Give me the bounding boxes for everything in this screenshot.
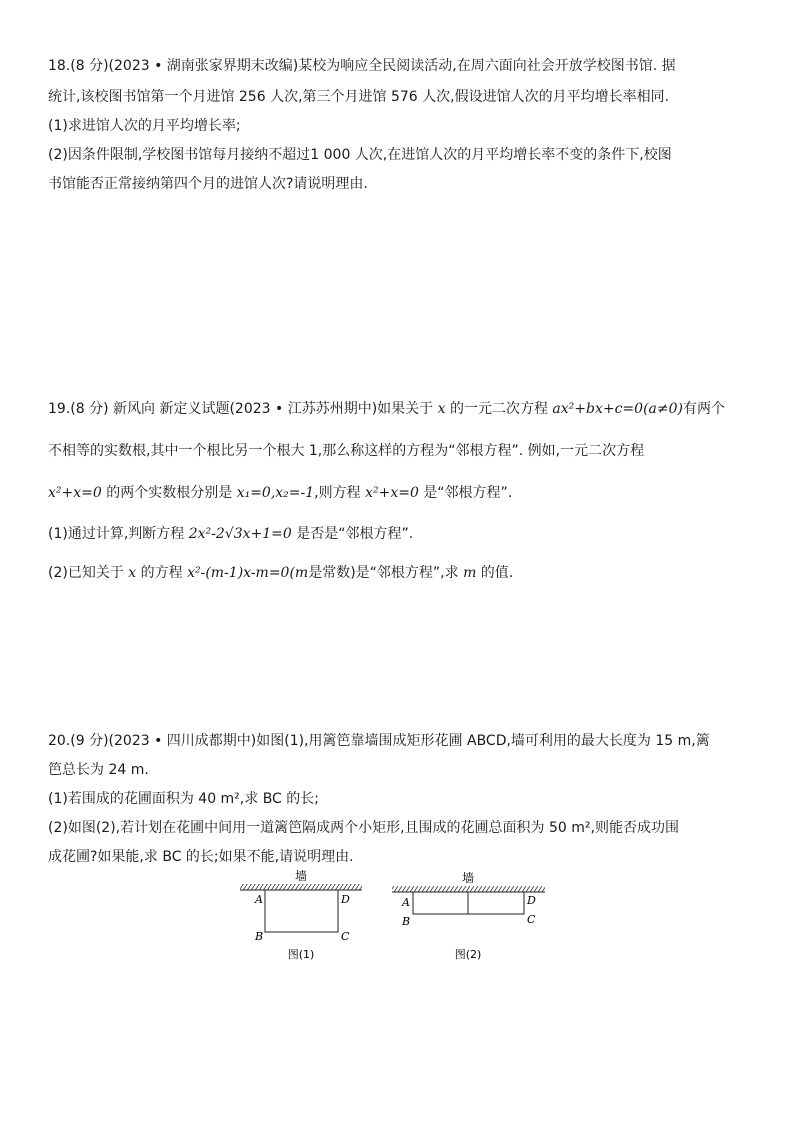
q20-line-1: 20.(9 分)(2023 • 四川成都期中)如图(1),用篱笆靠墙围成矩形花圃 ABCD,墙可利用的最大长度为 15 m,篱 — [48, 733, 710, 749]
q20-line-3: (1)若围成的花圃面积为 40 m²,求 BC 的长; — [48, 791, 319, 807]
q19-line-4-suffix: 是否是“邻根方程”. — [291, 526, 414, 542]
fig2-wall-hatch — [392, 886, 545, 892]
fig2-caption: 图(2) — [454, 948, 482, 961]
fig1-label-d: D — [341, 893, 350, 906]
q19-line-1-prefix: 19.(8 分) 新风向 新定义试题(2023 • 江苏苏州期中)如果关于 — [48, 401, 438, 417]
fig2-label-b: B — [402, 915, 411, 928]
fig1-rectangle — [265, 890, 338, 932]
q20-line-5: 成花圃?如果能,求 BC 的长;如果不能,请说明理由. — [48, 849, 354, 865]
q20-line-4: (2)如图(2),若计划在花圃中间用一道篱笆隔成两个小矩形,且围成的花圃总面积为 50 m²,则能否成功围 — [48, 820, 679, 836]
q18-line-4: (2)因条件限制,学校图书馆每月接纳不超过1 000 人次,在进馆人次的月平均增长率不变的条件下,校图 — [48, 147, 672, 163]
q19-line-3 — [48, 483, 512, 503]
fig2-label-c: C — [527, 913, 536, 926]
q19-line-3-suffix: 是“邻根方程”. — [418, 485, 513, 501]
q20-line-2: 笆总长为 24 m. — [48, 762, 149, 778]
fig2-label-a: A — [402, 896, 410, 909]
q18-line-2: 统计,该校图书馆第一个月进馆 256 人次,第三个月进馆 576 人次,假设进馆人次的月平均增长率相同. — [48, 89, 670, 105]
q19-part2-equation: x²-(m-1)x-m=0(m — [187, 565, 309, 581]
fig1-wall-hatch — [240, 884, 362, 890]
q19-var-x: x — [437, 401, 446, 417]
q19-line-1-mid: 的一元二次方程 — [445, 401, 553, 417]
q19-line-2: 不相等的实数根,其中一个根比另一个根大 1,那么称这样的方程为“邻根方程”. 例如,一元二次方程 — [48, 443, 645, 459]
q20-figures — [230, 868, 560, 968]
q19-line-5 — [48, 563, 513, 583]
q19-part1-equation: 2x²-2√3x+1=0 — [188, 526, 292, 542]
fig2-wall-label: 墙 — [461, 871, 475, 885]
q19-line-5-mid: 的方程 — [136, 565, 188, 581]
q18-line-5: 书馆能否正常接纳第四个月的进馆人次?请说明理由. — [48, 176, 368, 192]
q19-general-equation: ax²+bx+c=0(a≠0) — [552, 401, 683, 417]
fig1-caption: 图(1) — [287, 948, 315, 961]
q19-line-5-var-x: x — [128, 565, 137, 581]
figure-1 — [240, 868, 362, 961]
q19-line-5-var-m: m — [463, 565, 477, 581]
fig1-wall-label: 墙 — [294, 869, 308, 883]
q18-line-3: (1)求进馆人次的月平均增长率; — [48, 118, 241, 134]
q19-example-equation: x²+x=0 — [48, 485, 102, 501]
q19-line-3-mid: 的两个实数根分别是 — [101, 485, 237, 501]
fig1-label-a: A — [255, 893, 263, 906]
q19-line-4 — [48, 524, 413, 544]
q19-line-3-mid2: ,则方程 — [314, 485, 366, 501]
q19-example-roots: x₁=0,x₂=-1 — [236, 485, 315, 501]
q18-line-1: 18.(8 分)(2023 • 湖南张家界期末改编)某校为响应全民阅读活动,在周六面向社会开放学校图书馆. 据 — [48, 58, 676, 74]
q19-line-4-prefix: (1)通过计算,判断方程 — [48, 526, 189, 542]
q19-line-5-suffix: 的值. — [476, 565, 514, 581]
fig2-label-d: D — [527, 894, 536, 907]
q19-line-1-suffix: 有两个 — [682, 401, 725, 417]
figure-2 — [392, 870, 545, 961]
fig1-label-c: C — [341, 930, 350, 943]
q19-line-5-prefix: (2)已知关于 — [48, 565, 129, 581]
q19-line-1 — [48, 399, 725, 419]
q19-example-equation-2: x²+x=0 — [365, 485, 419, 501]
q19-line-5-mid2: 是常数)是“邻根方程”,求 — [308, 565, 464, 581]
fig1-label-b: B — [255, 930, 264, 943]
